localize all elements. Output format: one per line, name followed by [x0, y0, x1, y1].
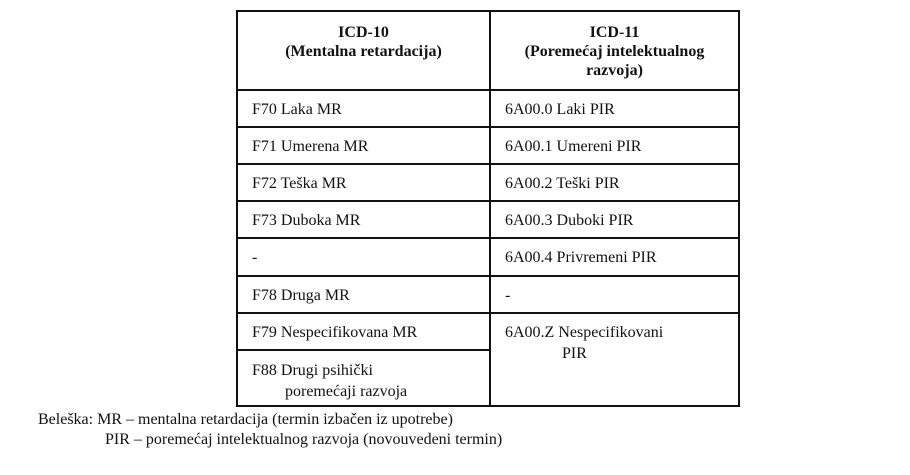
icd11-cell: [505, 322, 663, 364]
icd11-cell: 6A00.1 Umereni PIR: [505, 138, 642, 155]
row-divider: [238, 200, 738, 202]
icd11-cell: 6A00.2 Teški PIR: [505, 175, 620, 192]
note-line-1: [38, 410, 453, 430]
row-divider: [238, 237, 738, 239]
icd10-cell: F70 Laka MR: [252, 101, 342, 118]
icd10-cell: -: [252, 249, 258, 266]
row-divider: [238, 163, 738, 165]
icd10-cell: F73 Duboka MR: [252, 212, 361, 229]
header-icd10: [238, 23, 489, 61]
icd-comparison-table: [236, 10, 740, 407]
note-line-2: [105, 430, 502, 450]
header-icd11: [491, 23, 738, 80]
header-icd11-title: ICD-11: [589, 24, 640, 41]
header-icd11-subtitle-2: razvoja): [586, 62, 643, 79]
header-icd11-subtitle-1: (Poremećaj intelektualnog: [524, 43, 705, 60]
icd10-cell-line: F88 Drugi psihički: [252, 362, 373, 379]
icd10-cell: F71 Umerena MR: [252, 138, 369, 155]
icd11-cell-line: 6A00.Z Nespecifikovani: [505, 324, 664, 341]
note-mr-definition: MR – mentalna retardacija (termin izbačen iz upotrebe): [97, 411, 453, 428]
header-divider: [238, 89, 738, 91]
icd11-cell: 6A00.0 Laki PIR: [505, 101, 615, 118]
icd10-cell: [252, 360, 407, 402]
icd11-cell: -: [505, 287, 511, 304]
icd10-cell: F78 Druga MR: [252, 287, 350, 304]
icd10-cell-line: poremećaji razvoja: [285, 383, 408, 400]
icd11-cell: 6A00.3 Duboki PIR: [505, 212, 634, 229]
row-divider-left: [238, 349, 490, 351]
icd10-cell: F72 Teška MR: [252, 175, 347, 192]
header-icd10-subtitle: (Mentalna retardacija): [285, 43, 442, 60]
note-pir-definition: PIR – poremećaj intelektualnog razvoja (novouvedeni termin): [105, 431, 503, 448]
row-divider: [238, 126, 738, 128]
icd11-cell-line: PIR: [562, 345, 587, 362]
header-icd10-title: ICD-10: [338, 24, 389, 41]
icd10-cell: F79 Nespecifikovana MR: [252, 324, 418, 341]
row-divider: [238, 312, 738, 314]
note-label: Beleška:: [38, 411, 94, 428]
icd11-cell: 6A00.4 Privremeni PIR: [505, 249, 657, 266]
row-divider: [238, 275, 738, 277]
